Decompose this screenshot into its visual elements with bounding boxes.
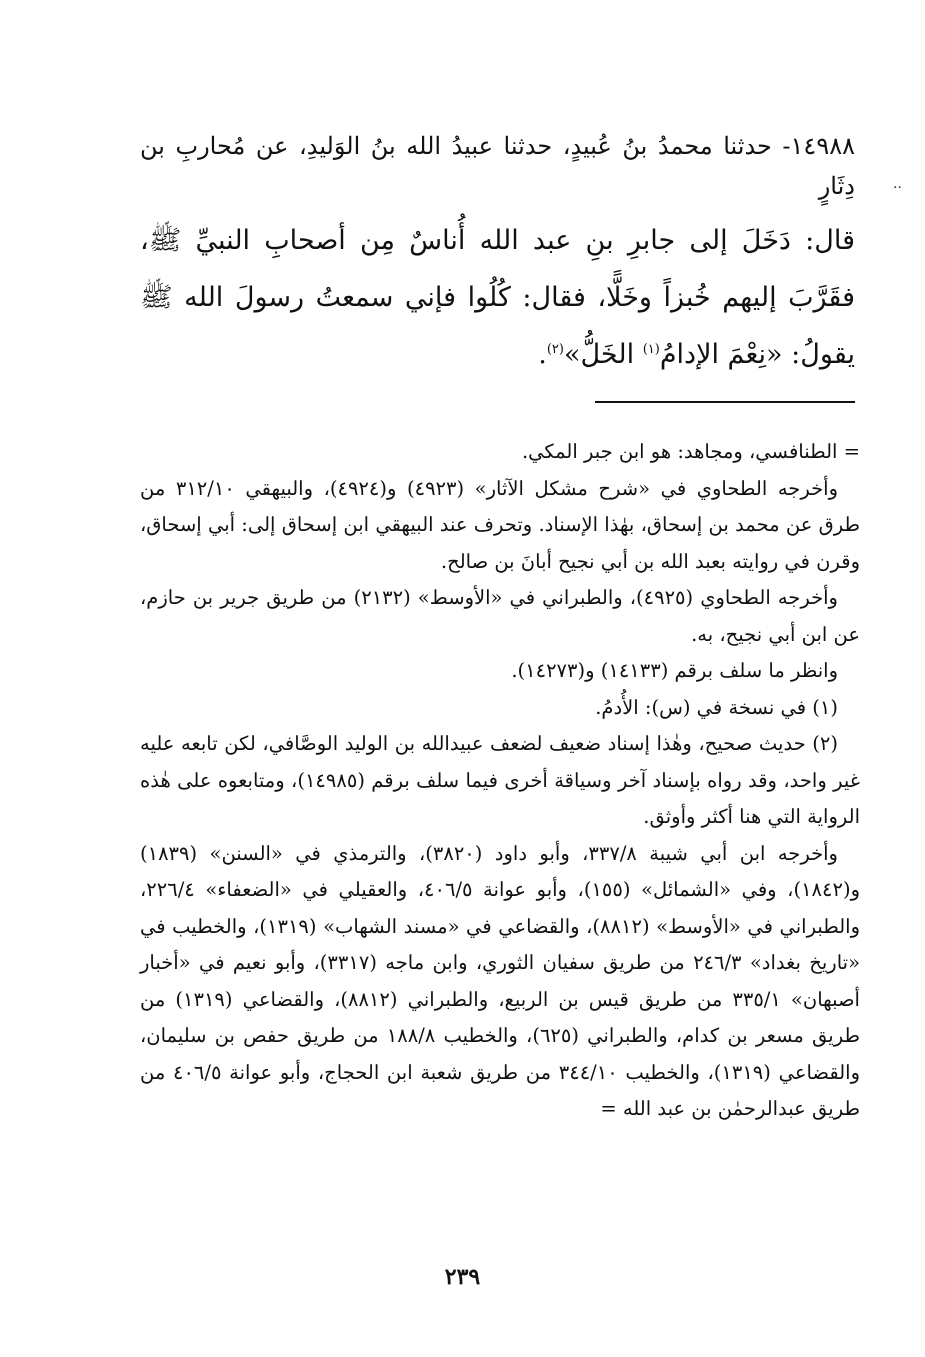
page-number: ٢٣٩ (444, 1264, 481, 1290)
footnote-1: (١) في نسخة في (س): الأُدمُ. (595, 695, 838, 719)
footnote-paragraph: وأخرجه الطحاوي (٤٩٢٥)، والطبراني في «الأوسط» (٢١٣٢) من طريق جرير بن حازم، عن ابن أبي نجيح، به. (140, 586, 860, 646)
matn-end: . (538, 339, 547, 370)
hadith-number: ١٤٩٨٨- (782, 132, 855, 160)
hadith-matn (140, 212, 855, 383)
footnote-continuation: = الطنافسي، ومجاهد: هو ابن جبر المكي. (521, 440, 860, 463)
footnote-2: (٢) حديث صحيح، وهٰذا إسناد ضعيف لضعف عبيدالله بن الوليد الوصَّافي، لكن تابعه عليه غير واحد، وقد رواه بإسناد آخر وسياقة أخرى فيما سلف برقم (١٤٩٨٥)، ومتابعوه على هٰذه الرواية التي هنا أكثر وأوثق. (140, 732, 860, 828)
footnote-paragraph: وأخرجه ابن أبي شيبة ٣٣٧/٨، وأبو داود (٣٨٢٠)، والترمذي في «السنن» (١٨٣٩) و(١٨٤٢)، وفي «الشمائل» (١٥٥)، وأبو عوانة ٤٠٦/٥، والعقيلي في «الضعفاء» ٢٢٦/٤، والطبراني في «الأوسط» (٨٨١٢)، والقضاعي في «مسند الشهاب» (١٣١٩)، والخطيب في «تاريخ بغداد» ٢٤٦/٣ من طريق سفيان الثوري، وابن ماجه (٣٣١٧)، وأبو نعيم في «أخبار أصبهان» ٣٣٥/١ من طريق قيس بن الربيع، والطبراني (٨٨١٢)، والقضاعي (١٣١٩) من طريق مسعر بن كدام، والطبراني (٦٢٥)، والخطيب ١٨٨/٨ من طريق حفص بن سليمان، والقضاعي (١٣١٩)، والخطيب ٣٤٤/١٠ من طريق شعبة ابن الحجاج، وأبو عوانة ٤٠٦/٥ من طريق عبدالرحمٰن بن عبد الله = (140, 841, 861, 1120)
matn-text-2: الخَلُّ» (563, 339, 643, 370)
footnote-ref-2[interactable]: (٢) (546, 342, 564, 357)
isnad-text: حدثنا محمدُ بنُ عُبيدٍ، حدثنا عبيدُ الله بنُ الوَليدِ، عن مُحاربِ بن دِثَارٍ (140, 132, 855, 200)
matn-text-1: قال: دَخَلَ إلى جابرِ بنِ عبد الله أُناسٌ مِن أصحابِ النبيِّ ﷺ، فقَرَّبَ إليهم خُبزاً وخَلًّا، فقال: كُلُوا فإني سمعتُ رسولَ الله ﷺ يقولُ: «نِعْمَ الإدامُ (140, 225, 855, 370)
footnote-ref-1[interactable]: (١) (642, 342, 660, 357)
hadith-isnad (140, 126, 855, 206)
hadith-block (140, 126, 855, 383)
margin-marker: .. (893, 176, 902, 192)
footnote-paragraph: وأخرجه الطحاوي في «شرح مشكل الآثار» (٤٩٢٣) و(٤٩٢٤)، والبيهقي ٣١٢/١٠ من طرق عن محمد بن إسحاق، بهٰذا الإسناد. وتحرف عند البيهقي ابن إسحاق إلى: أبي إسحاق، وقرن في روايته بعبد الله بن أبي نجيح أبانَ بن صالح. (140, 476, 860, 573)
footnote-divider (595, 401, 855, 403)
footnote-paragraph: وانظر ما سلف برقم (١٤١٣٣) و(١٤٢٧٣). (511, 659, 838, 682)
footnotes (140, 434, 860, 1128)
